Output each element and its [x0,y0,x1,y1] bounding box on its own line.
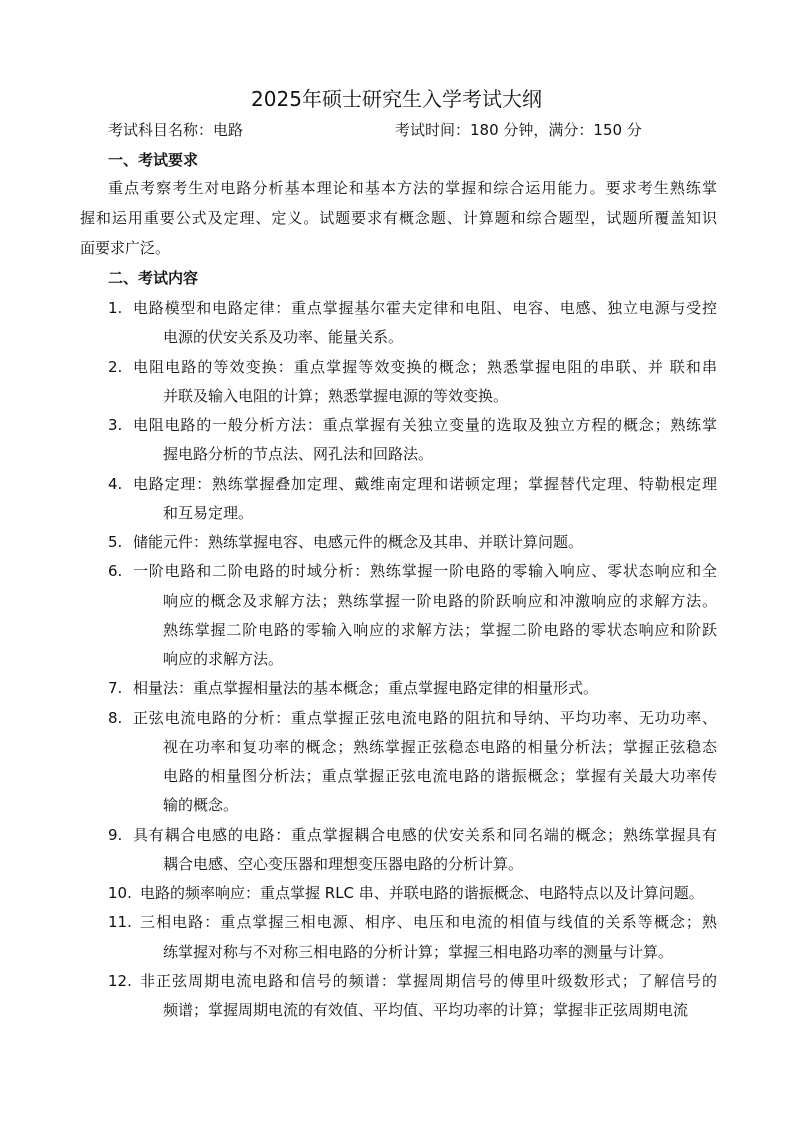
list-item-line: 电阻电路的一般分析方法：重点掌握有关独立变量的选取及独立方程的概念；熟练掌 [133,416,717,434]
list-item-line: 电阻电路的等效变换：重点掌握等效变换的概念；熟悉掌握电阻的串联、并 联和串 [133,357,717,376]
list-item-line: 非正弦周期电流电路和信号的频谱：掌握周期信号的傅里叶级数形式；了解信号的 [140,971,717,990]
list-item-number: 1. [108,299,123,317]
list-item-number: 10. [108,884,132,902]
list-item-line: 电路的频率响应：重点掌握 RLC 串、并联电路的谐振概念、电路特点以及计算问题。 [140,884,704,902]
list-item-line: 并联及输入电阻的计算；熟悉掌握电源的等效变换。 [163,386,509,405]
list-item-number: 3. [108,416,123,434]
list-item-number: 8. [108,708,123,727]
list-item-number: 7. [108,679,123,698]
list-item-number: 9. [108,825,123,844]
list-item-line: 响应的概念及求解方法；熟练掌握一阶电路的阶跃响应和冲激响应的求解方法。 [163,591,717,610]
list-item-line: 三相电路：重点掌握三相电源、相序、电压和电流的相值与线值的关系等概念；熟 [140,913,717,932]
list-item-line: 耦合电感、空心变压器和理想变压器电路的分析计算。 [163,854,524,873]
list-item-line: 响应的求解方法。 [163,650,284,668]
list-item-number: 2. [108,357,123,376]
section-heading-content: 二、考试内容 [108,269,199,287]
list-item-number: 12. [108,971,132,990]
list-item-line: 输的概念。 [163,796,239,815]
list-item-number: 11. [108,913,132,932]
paragraph-line: 面要求广泛。 [80,239,171,257]
exam-time-score: 考试时间：180 分钟，满分：150 分 [395,121,642,139]
list-item-number: 5. [108,533,123,551]
list-item-line: 电路模型和电路定律：重点掌握基尔霍夫定律和电阻、电容、电感、独立电源与受控 [133,299,717,317]
list-item-line: 电源的伏安关系及功率、能量关系。 [163,328,404,347]
section-heading-requirements: 一、考试要求 [108,151,199,169]
list-item-line: 储能元件：熟练掌握电容、电感元件的概念及其串、并联计算问题。 [133,533,584,551]
list-item-line: 正弦电流电路的分析：重点掌握正弦电流电路的阻抗和导纳、平均功率、无功功率、 [133,708,717,727]
list-item-line: 熟练掌握二阶电路的零输入响应的求解方法；掌握二阶电路的零状态响应和阶跃 [163,620,717,639]
list-item-line: 练掌握对称与不对称三相电路的分析计算；掌握三相电路功率的测量与计算。 [163,942,674,961]
list-item-line: 视在功率和复功率的概念；熟练掌握正弦稳态电路的相量分析法；掌握正弦稳态 [163,737,717,756]
list-item-line: 握电路分析的节点法、网孔法和回路法。 [163,445,434,464]
list-item-line: 电路的相量图分析法；重点掌握正弦电流电路的谐振概念；掌握有关最大功率传 [163,767,717,785]
list-item-number: 6. [108,562,123,581]
list-item-line: 电路定理：熟练掌握叠加定理、戴维南定理和诺顿定理；掌握替代定理、特勒根定理 [133,474,717,493]
paragraph-line: 重点考察考生对电路分析基本理论和基本方法的掌握和综合运用能力。要求考生熟练掌 [108,179,717,197]
paragraph-line: 握和运用重要公式及定理、定义。试题要求有概念题、计算题和综合题型，试题所覆盖知识 [80,209,717,227]
list-item-line: 具有耦合电感的电路：重点掌握耦合电感的伏安关系和同名端的概念；熟练掌握具有 [133,825,717,844]
list-item-line: 频谱；掌握周期电流的有效值、平均值、平均功率的计算；掌握非正弦周期电流 [163,1001,689,1019]
exam-subject: 考试科目名称：电路 [108,121,244,139]
page-title: 2025年硕士研究生入学考试大纲 [251,87,542,111]
list-item-line: 一阶电路和二阶电路的时域分析：熟练掌握一阶电路的零输入响应、零状态响应和全 [133,562,717,581]
list-item-number: 4. [108,474,123,493]
list-item-line: 和互易定理。 [163,503,254,522]
list-item-line: 相量法：重点掌握相量法的基本概念；重点掌握电路定律的相量形式。 [133,679,599,698]
